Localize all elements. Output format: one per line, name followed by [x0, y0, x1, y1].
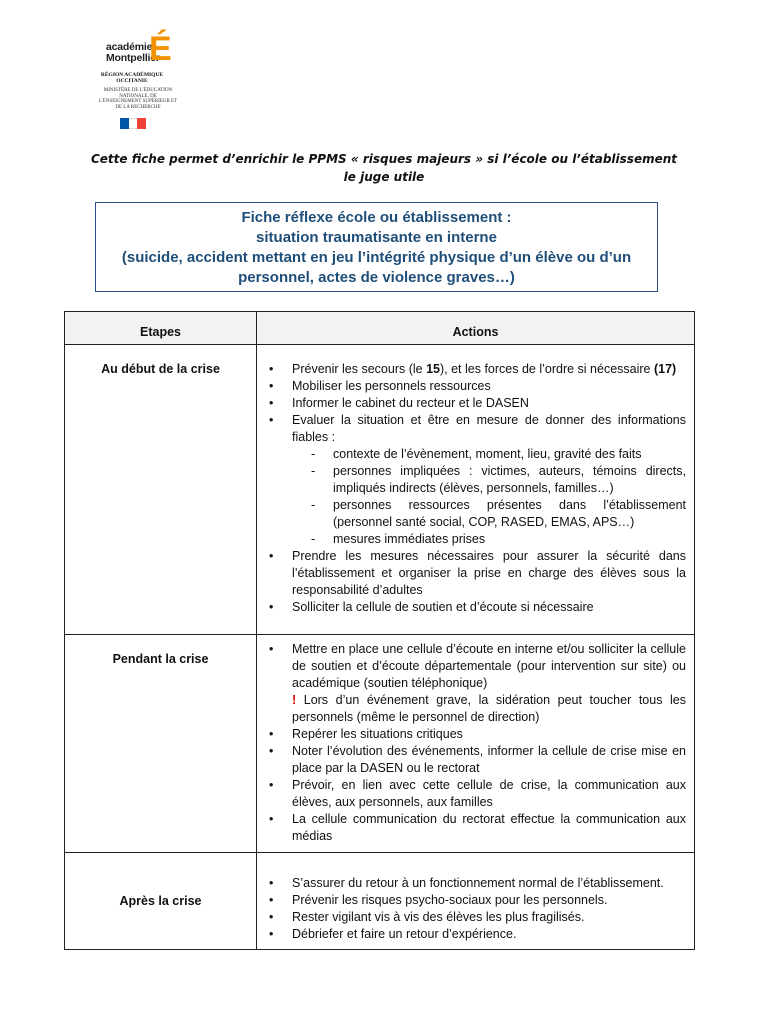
logo-e-icon: É [149, 30, 172, 68]
warning-icon: ! [292, 693, 297, 707]
list-item: • Prévoir, en lien avec cette cellule de crise, la communication aux élèves, aux personnels, aux familles [261, 777, 686, 811]
academie-logo [98, 30, 198, 140]
list-item: • Prendre les mesures nécessaires pour assurer la sécurité dans l’établissement et organiser la prise en charge des élèves sous la responsabilité d’adultes [261, 548, 686, 599]
sub-list-item: - personnes ressources présentes dans l’établissement (personnel santé social, COP, RASED, EMAS, APS…) [261, 497, 686, 531]
stage-pendant: Pendant la crise [65, 635, 257, 853]
table-row [65, 345, 695, 635]
list-item: • S’assurer du retour à un fonctionnement normal de l’établissement. [261, 875, 686, 892]
table-row [65, 853, 695, 950]
stage-debut: Au début de la crise [65, 345, 257, 635]
title-box [95, 202, 658, 292]
actions-pendant [257, 635, 695, 853]
logo-region: RÉGION ACADÉMIQUE OCCITANIE [100, 72, 164, 84]
actions-table [64, 311, 695, 950]
list-item: • Mobiliser les personnels ressources [261, 378, 686, 395]
header-etapes: Etapes [65, 312, 257, 345]
list-item: • Evaluer la situation et être en mesure de donner des informations fiables : - contexte de l’évènement, moment, lieu, gravité des faits - personnes impliquées : victimes, auteurs, témoins directs, impliqués indirects (élèves, personnels, familles…) - personnes ressources présentes dans l’établissement (personnel santé social, COP, RASED, EMAS, APS…) - mesures immédiates prises [261, 412, 686, 548]
list-item: • Repérer les situations critiques [261, 726, 686, 743]
title-line-4: personnel, actes de violence graves…) [238, 269, 515, 286]
list-item: • Noter l’évolution des événements, informer la cellule de crise mise en place par la DASEN ou le rectorat [261, 743, 686, 777]
intro-note: Cette fiche permet d’enrichir le PPMS « risques majeurs » si l’école ou l’établissement le juge utile [90, 152, 678, 184]
list-item: • Prévenir les secours (le 15), et les forces de l’ordre si nécessaire (17) [261, 361, 686, 378]
title-line-1: Fiche réflexe école ou établissement : [241, 209, 512, 226]
list-item: • Informer le cabinet du recteur et le DASEN [261, 395, 686, 412]
header-actions: Actions [257, 312, 695, 345]
table-row [65, 635, 695, 853]
list-item: • Mettre en place une cellule d’écoute en interne et/ou solliciter la cellule de soutien et d’écoute départementale (pour intervention sur site) ou académique (soutien téléphonique) ! Lors d’un événement grave, la sidération peut toucher tous les personnels (même le personnel de direction) [261, 641, 686, 726]
logo-ministere: MINISTÈRE DE L'ÉDUCATION NATIONALE, DE L'ENSEIGNEMENT SUPÉRIEUR ET DE LA RECHERCHE [98, 88, 178, 110]
table-header-row [65, 312, 695, 345]
sub-list-item: - mesures immédiates prises [261, 531, 686, 548]
list-item: • Prévenir les risques psycho-sociaux pour les personnels. [261, 892, 686, 909]
actions-apres [257, 853, 695, 950]
title-line-3: (suicide, accident mettant en jeu l’intégrité physique d’un élève ou d’un [121, 249, 632, 266]
list-item: • Débriefer et faire un retour d’expérience. [261, 926, 686, 943]
sub-list-item: - personnes impliquées : victimes, auteurs, témoins directs, impliqués indirects (élèves, personnels, familles…) [261, 463, 686, 497]
list-item: • La cellule communication du rectorat effectue la communication aux médias [261, 811, 686, 845]
logo-academie-text: académie [106, 41, 153, 53]
actions-debut [257, 345, 695, 635]
logo-montpellier-text: Montpellier [106, 52, 160, 64]
stage-apres: Après la crise [65, 853, 257, 950]
french-flag-icon [120, 118, 146, 129]
title-line-2: situation traumatisante en interne [256, 229, 497, 246]
sub-list-item: - contexte de l’évènement, moment, lieu, gravité des faits [261, 446, 686, 463]
list-item: • Solliciter la cellule de soutien et d’écoute si nécessaire [261, 599, 686, 616]
list-item: • Rester vigilant vis à vis des élèves les plus fragilisés. [261, 909, 686, 926]
